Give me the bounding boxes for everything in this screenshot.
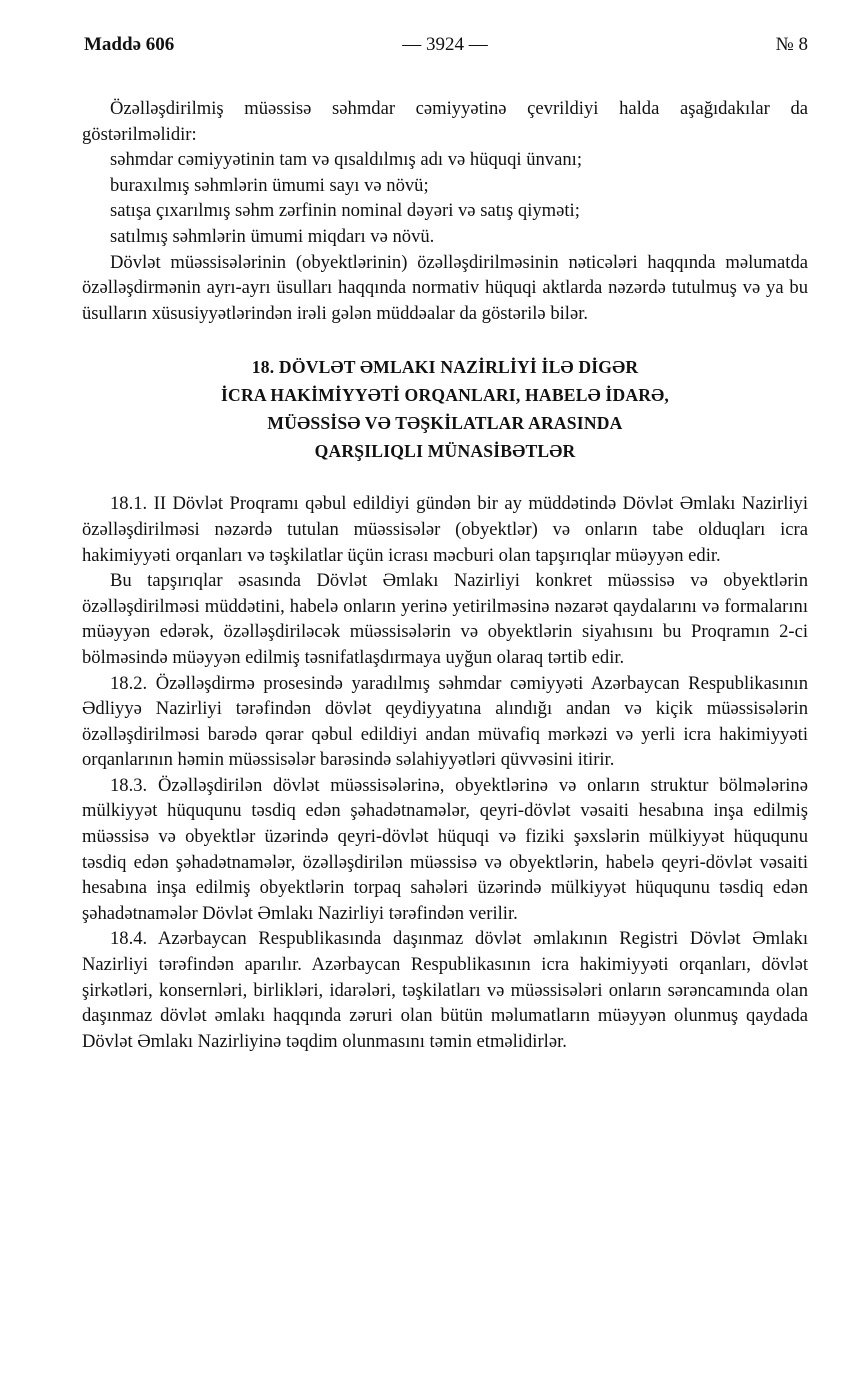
section-heading: [82, 353, 808, 465]
page-number: — 3924 —: [402, 34, 488, 55]
issue-number: № 8: [775, 34, 808, 55]
section-paragraph: 18.3. Özəlləşdirilən dövlət müəssisələrinə, obyektlərinə və onların struktur bölmələrinə mülkiyyət hüququnu təsdiq edən şəhadətnamələr, qeyri-dövlət vəsaiti hesabına inşa edilmiş müəssisə və obyektlər üzərində qeyri-dövlət hüquqi və fiziki şəxslərin mülkiyyət hüququnu təsdiq edən şəhadətnamələr, özəlləşdirilən müəssisə və obyektlərin, habelə qeyri-dövlət vəsaiti hesabına inşa edilmiş obyektlərin torpaq sahələri üzərində mülkiyyət hüququnu təsdiq edən şəhadətnamələr Dövlət Əmlakı Nazirliyi tərəfindən verilir.: [82, 774, 808, 924]
list-item: satışa çıxarılmış səhm zərfinin nominal dəyəri və satış qiyməti;: [110, 200, 580, 222]
section-heading-line: İCRA HAKİMİYYƏTİ ORQANLARI, HABELƏ İDARƏ,: [221, 385, 669, 406]
section-paragraph: 18.1. II Dövlət Proqramı qəbul edildiyi gündən bir ay müddətində Dövlət Əmlakı Nazirliyi özəlləşdirilməsi nəzərdə tutulan müəssisələr (obyektlər) və onların tabe olduqları icra hakimiyyəti orqanları və təşkilatlar üçün icrası məcburi olan tapşırıqlar müəyyən edir.: [82, 493, 808, 566]
section-heading-line: 18. DÖVLƏT ƏMLAKI NAZİRLİYİ İLƏ DİGƏR: [251, 357, 639, 378]
section-heading-line: MÜƏSSİSƏ VƏ TƏŞKİLATLAR ARASINDA: [267, 413, 623, 434]
list-item: satılmış səhmlərin ümumi miqdarı və növü.: [110, 225, 435, 247]
intro-paragraph: Özəlləşdirilmiş müəssisə səhmdar cəmiyyətinə çevrildiyi halda aşağıdakılar da göstərilməlidir:: [82, 98, 808, 145]
section-heading-line: QARŞILIQLI MÜNASİBƏTLƏR: [314, 441, 576, 462]
list-item: buraxılmış səhmlərin ümumi sayı və növü;: [110, 174, 429, 196]
section-paragraph: Bu tapşırıqlar əsasında Dövlət Əmlakı Nazirliyi konkret müəssisə və obyektlərin özəlləşdirilməsi müddətini, habelə onların yerinə yetirilməsinə nəzarət qaydalarını və formalarını müəyyən edərək, özəlləşdiriləcək müəssisələrin və obyektlərin siyahısını bu Proqramın 2-ci bölməsində müəyyən edilmiş təsnifatlaşdırmaya uyğun olaraq tərtib edir.: [82, 570, 808, 668]
closing-paragraph: Dövlət müəssisələrinin (obyektlərinin) özəlləşdirilməsinin nəticələri haqqında məlumatda özəlləşdirmənin ayrı-ayrı üsulları haqqında normativ hüquqi aktlarda nəzərdə tutulmuş və ya bu üsulların xüsusiyyətlərindən irəli gələn müddəalar da göstərilə bilər.: [82, 251, 808, 324]
page-header: [82, 34, 808, 64]
document-page: [82, 34, 808, 1054]
list-item: səhmdar cəmiyyətinin tam və qısaldılmış adı və hüquqi ünvanı;: [110, 149, 582, 171]
section-paragraph: 18.4. Azərbaycan Respublikasında daşınmaz dövlət əmlakının Registri Dövlət Əmlakı Nazirliyi tərəfindən aparılır. Azərbaycan Respublikasının icra hakimiyyəti orqanları, dövlət şirkətləri, konsernləri, birlikləri, idarələri, təşkilatları və müəssisələri onların sərəncamında olan daşınmaz dövlət əmlakı haqqında zəruri olan bütün məlumatların müəyyən olunmuş qaydada Dövlət Əmlakı Nazirliyinə təqdim olunmasını təmin etməlidirlər.: [82, 928, 808, 1052]
document-body: [82, 96, 808, 1054]
article-number: Maddə 606: [84, 34, 175, 55]
section-paragraph: 18.2. Özəlləşdirmə prosesində yaradılmış səhmdar cəmiyyəti Azərbaycan Respublikasının Ədliyyə Nazirliyi tərəfindən dövlət qeydiyyatına alındığı andan və kiçik müəssisələrin özəlləşdirilməsi barədə qərar qəbul edildiyi andan müvafiq mərkəzi və yerli icra hakimiyyəti orqanlarının həmin müəssisələr barəsində səlahiyyətləri qüvvəsini itirir.: [82, 672, 808, 771]
